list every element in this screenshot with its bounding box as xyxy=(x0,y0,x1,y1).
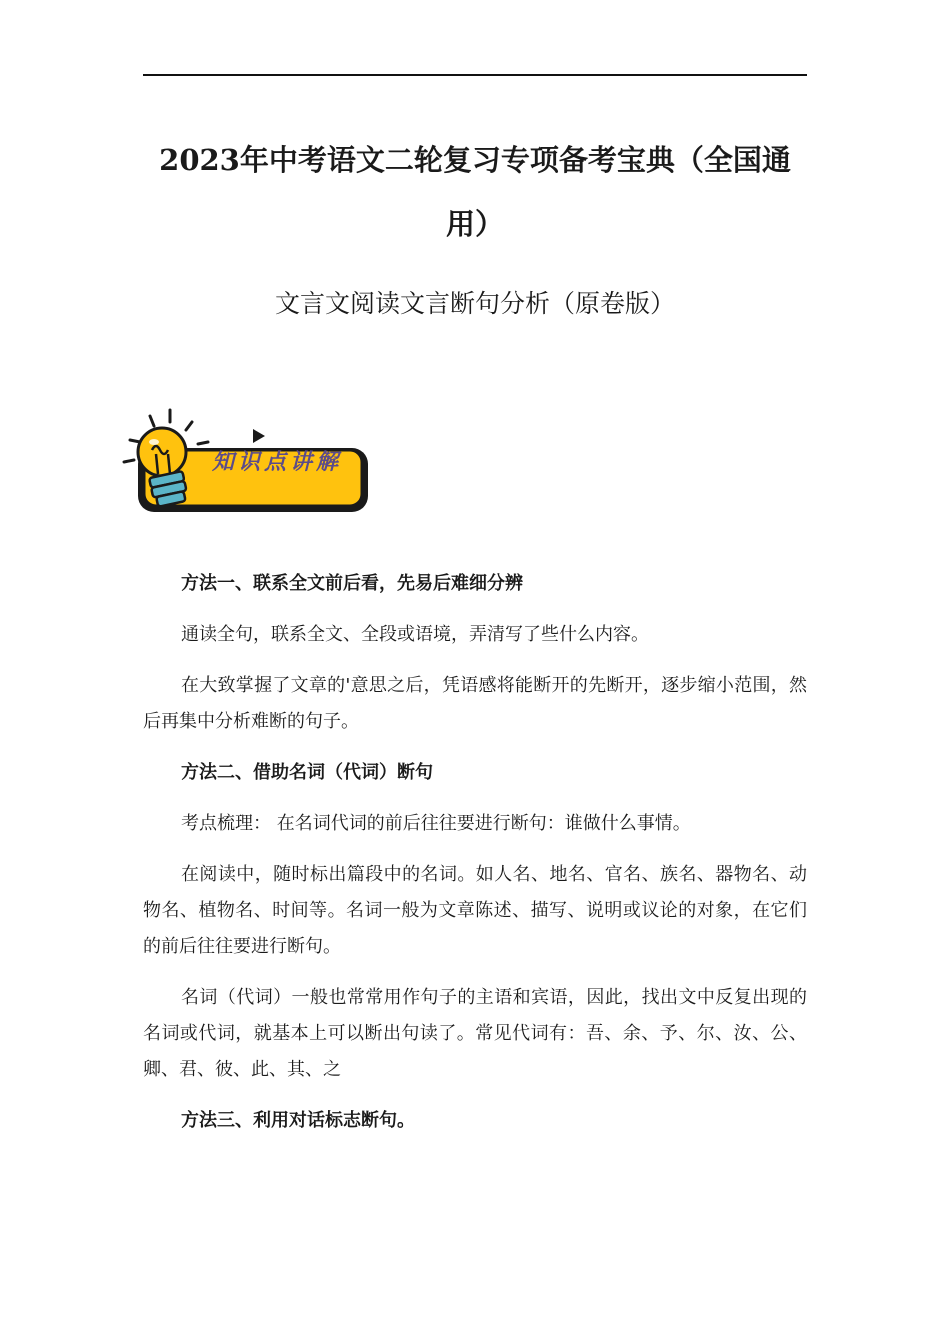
header-rule xyxy=(143,74,807,76)
method-two-heading: 方法二、借助名词（代词）断句 xyxy=(181,762,433,783)
knowledge-badge-label: 知识点讲解 xyxy=(212,449,343,475)
method-one-paragraph: 通读全句，联系全文、全段或语境，弄清写了些什么内容。 xyxy=(181,624,649,645)
method-three-heading: 方法三、利用对话标志断句。 xyxy=(181,1110,415,1131)
document-title: 2023年中考语文二轮复习专项备考宝典（全国通用） xyxy=(159,143,791,241)
knowledge-badge xyxy=(112,402,374,520)
method-two-paragraph: 在阅读中，随时标出篇段中的名词。如人名、地名、官名、族名、器物名、动物名、植物名、时间等。名词一般为文章陈述、描写、说明或议论的对象，在它们的前后往往要进行断句。 xyxy=(143,864,807,957)
knowledge-badge-graphic xyxy=(112,402,374,520)
method-one-paragraph: 在大致掌握了文章的'意思之后，凭语感将能断开的先断开，逐步缩小范围，然后再集中分析难断的句子。 xyxy=(143,675,807,732)
method-one-heading: 方法一、联系全文前后看，先易后难细分辨 xyxy=(181,573,523,594)
method-two-paragraph: 考点梳理： 在名词代词的前后往往要进行断句：谁做什么事情。 xyxy=(181,813,691,834)
document-body xyxy=(143,566,807,1154)
document-subtitle: 文言文阅读文言断句分析（原卷版） xyxy=(274,289,675,318)
method-two-paragraph: 名词（代词）一般也常常用作句子的主语和宾语，因此，找出文中反复出现的名词或代词，就基本上可以断出句读了。常见代词有：吾、余、予、尔、汝、公、卿、君、彼、此、其、之 xyxy=(143,987,807,1080)
